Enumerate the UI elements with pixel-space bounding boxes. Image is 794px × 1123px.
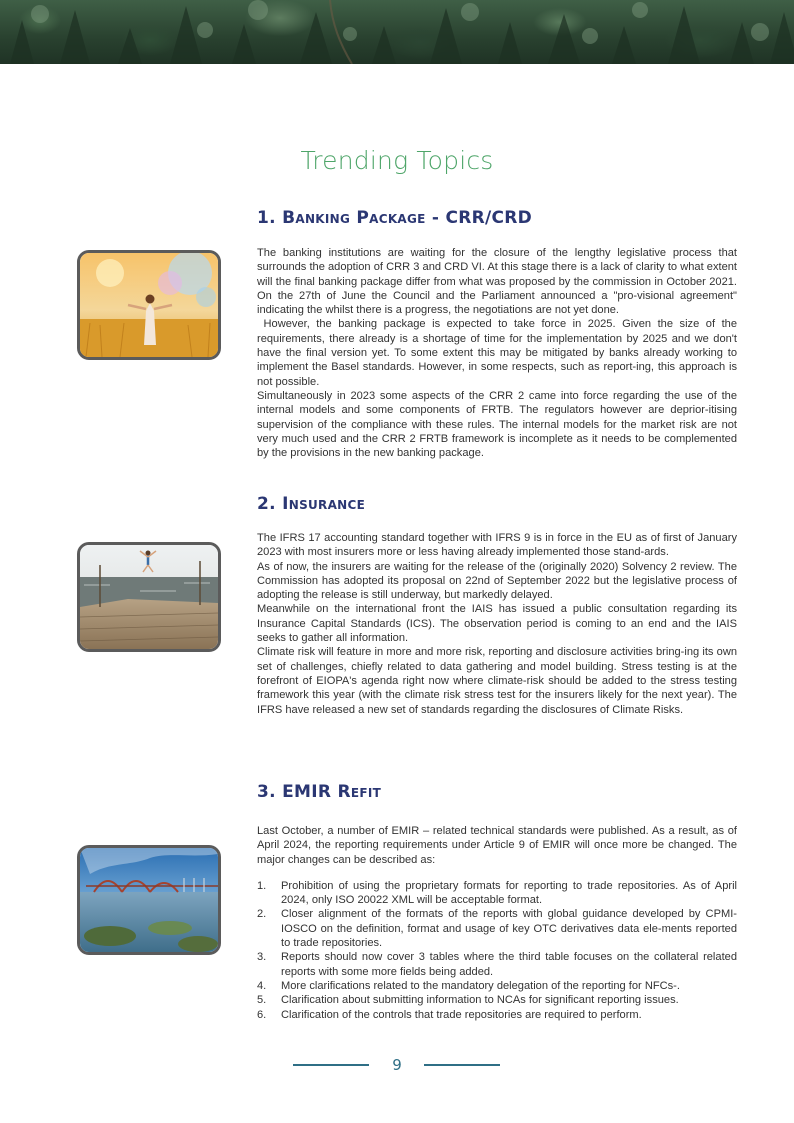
list-item: 2. Closer alignment of the formats of the reports with global guidance developed by CPMI-IOSCO on the definition, format and usage of key OTC derivatives data ele-ments reported to trade repositories. (257, 908, 737, 950)
list-item: 3. Reports should now cover 3 tables where the third table focuses on the collateral related reports with some more fields being added. (257, 951, 737, 978)
paragraph: The IFRS 17 accounting standard together with IFRS 9 is in force in the EU as of first of January 2023 with most insurers more or less having already implemented those stand-ards. (257, 532, 737, 559)
emir-changes-list (257, 879, 737, 1022)
woman-in-sunlit-field-photo (77, 250, 221, 360)
list-item: 1. Prohibition of using the proprietary formats for reporting to trade repositories. As of April 2024, only ISO 20022 XML will be acceptable format. (257, 879, 737, 907)
footer-rule-left (293, 1064, 369, 1066)
paragraph: Climate risk will feature in more and more risk, reporting and disclosure activities bring-ing its own set of challenges, chiefly related to data gathering and model building. Stress testing is at the forefront of EIOPA's agenda right now where climate-risk should be added to the stress testing framework this year (with the climate risk stress test for the insurers likely for the next year). The IFRS have released a new set of standards regarding the disclosures of Climate Risks. (257, 646, 737, 716)
paragraph: Meanwhile on the international front the IAIS has issued a public consultation regarding its Insurance Capital Standards (ICS). The observation period is coming to an end and the IAIS seeks to gather all information. (257, 603, 737, 645)
paragraph: Simultaneously in 2023 some aspects of the CRR 2 came into force regarding the use of the internal models and some components of FRTB. The regulators however are deprior-itising supervision of the compliance with these rules. The internal models for the market risk are not very much used and the CRR 2 FRTB framework is incomplete as it needs to be complemented by the provisions in the new banking package. (257, 389, 737, 460)
paragraph: As of now, the insurers are waiting for the release of the (originally 2020) Solvency 2 review. The Commission has adopted its proposal on 22nd of September 2022 but the legislative process of adopting the release is still underway, but markedly delayed. (257, 560, 737, 602)
page-title: Trending Topics (300, 146, 494, 175)
forest-banner-image (0, 0, 794, 64)
list-item: 5. Clarification about submitting information to NCAs for significant reporting issues. (257, 994, 679, 1007)
footer-rule-right (424, 1064, 500, 1066)
section-heading-emir-refit: 3. EMIR Refit (257, 782, 382, 802)
paragraph: The banking institutions are waiting for the closure of the lengthy legislative process that surrounds the adoption of CRR 3 and CRD VI. At this stage there is a lack of clarity to what extent will the final banking package differ from what was proposed by the commission in October 2021. On the 27th of June the Council and the Parliament announced a "pro-visional agreement" indicating the whilst there is a progress, the negotiations are not yet done. (257, 247, 737, 317)
list-item: 4. More clarifications related to the mandatory delegation of the reporting for NFCs-. (257, 979, 680, 992)
emir-refit-body (257, 824, 737, 1022)
forest-canopy-photo (0, 0, 794, 64)
page-number: 9 (392, 1056, 402, 1074)
person-jumping-off-pier-photo (77, 542, 221, 652)
section-heading-banking-package: 1. Banking Package - CRR/CRD (257, 208, 533, 228)
paragraph: Last October, a number of EMIR – related technical standards were published. As a result, as of April 2024, the reporting requirements under Article 9 of EMIR will once more be changed. The major changes can be described as: (257, 825, 737, 866)
banking-package-body (257, 246, 741, 460)
forth-bridge-seaside-photo (77, 845, 221, 955)
paragraph: However, the banking package is expected to take force in 2025. Given the size of the requirements, there already is a shortage of time for the implementation by 2025 and we don't have the final version yet. To some extent this may be mitigated by banks already working to implement the Basel standards. However, in some respects, such as report-ing, this approach is not possible. (257, 318, 741, 388)
insurance-body (257, 531, 737, 717)
section-heading-insurance: 2. Insurance (257, 494, 366, 514)
list-item: 6. Clarification of the controls that trade repositories are required to perform. (257, 1008, 642, 1021)
